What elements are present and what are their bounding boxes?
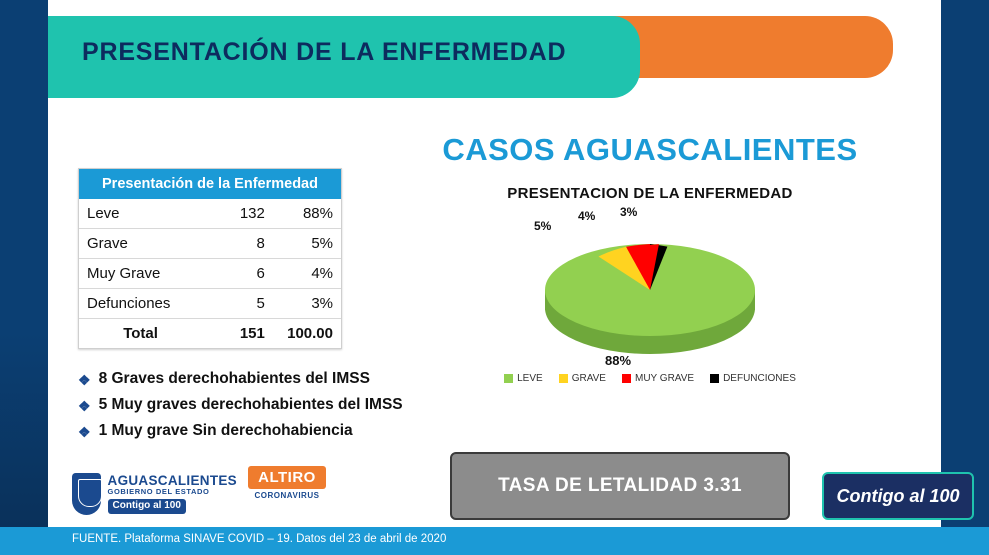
ags-sub: GOBIERNO DEL ESTADO <box>107 487 210 497</box>
bullet-list <box>78 370 498 448</box>
aguascalientes-logo <box>72 466 237 522</box>
altiro-title: ALTIRO <box>248 466 326 489</box>
shield-icon <box>72 473 101 515</box>
altiro-logo <box>248 466 326 522</box>
legend-label: MUY GRAVE <box>634 373 695 384</box>
total-pct: 100.00 <box>287 325 333 342</box>
row-label: Muy Grave <box>79 259 202 289</box>
list-item-label: 5 Muy graves derechohabientes del IMSS <box>98 396 403 413</box>
legend-item-grave <box>559 373 606 384</box>
legend-item-defunciones <box>710 373 796 384</box>
ags-tagline: Contigo al 100 <box>108 499 186 514</box>
table-row <box>79 229 341 259</box>
row-count: 5 <box>202 289 273 319</box>
table-row <box>79 199 341 229</box>
bullet-diamond-icon: ❖ <box>78 398 91 414</box>
legend-swatch-icon <box>622 374 631 383</box>
total-label: Total <box>123 325 158 342</box>
page-title: PRESENTACIÓN DE LA ENFERMEDAD <box>82 38 567 66</box>
table-row <box>79 259 341 289</box>
chart-title: CASOS AGUASCALIENTES <box>442 132 858 167</box>
row-pct: 5% <box>273 229 341 259</box>
altiro-subtitle: CORONAVIRUS <box>254 491 320 500</box>
bullet-diamond-icon: ❖ <box>78 424 91 440</box>
legend-label: LEVE <box>517 373 543 384</box>
chart-subtitle: PRESENTACION DE LA ENFERMEDAD <box>507 185 793 202</box>
pie-label-leve: 88% <box>604 353 632 368</box>
row-label: Grave <box>79 229 202 259</box>
list-item-label: 1 Muy grave Sin derechohabiencia <box>98 422 353 439</box>
table-row <box>79 289 341 319</box>
row-pct: 88% <box>273 199 341 229</box>
footer-source: FUENTE. Plataforma SINAVE COVID – 19. Datos del 23 de abril de 2020 <box>72 533 447 545</box>
row-pct: 3% <box>273 289 341 319</box>
list-item <box>78 396 498 416</box>
table-total-row <box>79 319 341 349</box>
ags-name: AGUASCALIENTES <box>107 473 237 489</box>
contigo-logo <box>822 472 974 520</box>
pie-chart-svg <box>470 205 830 375</box>
table-header: Presentación de la Enfermedad <box>79 169 341 199</box>
row-label: Defunciones <box>79 289 202 319</box>
row-pct: 4% <box>273 259 341 289</box>
pie-label-defunciones: 3% <box>620 205 638 219</box>
contigo-label: Contigo al 100 <box>836 485 960 506</box>
legend-swatch-icon <box>710 374 719 383</box>
pie-chart <box>470 205 830 375</box>
pie-label-muy-grave: 4% <box>578 209 596 223</box>
legend-item-leve <box>504 373 543 384</box>
left-edge-strip <box>0 0 48 555</box>
list-item-label: 8 Graves derechohabientes del IMSS <box>98 370 370 387</box>
legend-item-muy-grave <box>622 373 694 384</box>
list-item <box>78 422 498 442</box>
legend-label: GRAVE <box>571 373 606 384</box>
row-count: 6 <box>202 259 273 289</box>
chart-legend <box>440 373 860 384</box>
list-item <box>78 370 498 390</box>
legend-label: DEFUNCIONES <box>723 373 796 384</box>
letality-box: TASA DE LETALIDAD 3.31 <box>450 452 790 520</box>
legend-swatch-icon <box>559 374 568 383</box>
total-count: 151 <box>239 325 265 342</box>
row-count: 8 <box>202 229 273 259</box>
presentation-table <box>78 168 342 349</box>
pie-label-grave: 5% <box>534 219 552 233</box>
row-count: 132 <box>202 199 273 229</box>
footer-bar <box>0 527 989 555</box>
bullet-diamond-icon: ❖ <box>78 372 91 388</box>
legend-swatch-icon <box>504 374 513 383</box>
row-label: Leve <box>79 199 202 229</box>
